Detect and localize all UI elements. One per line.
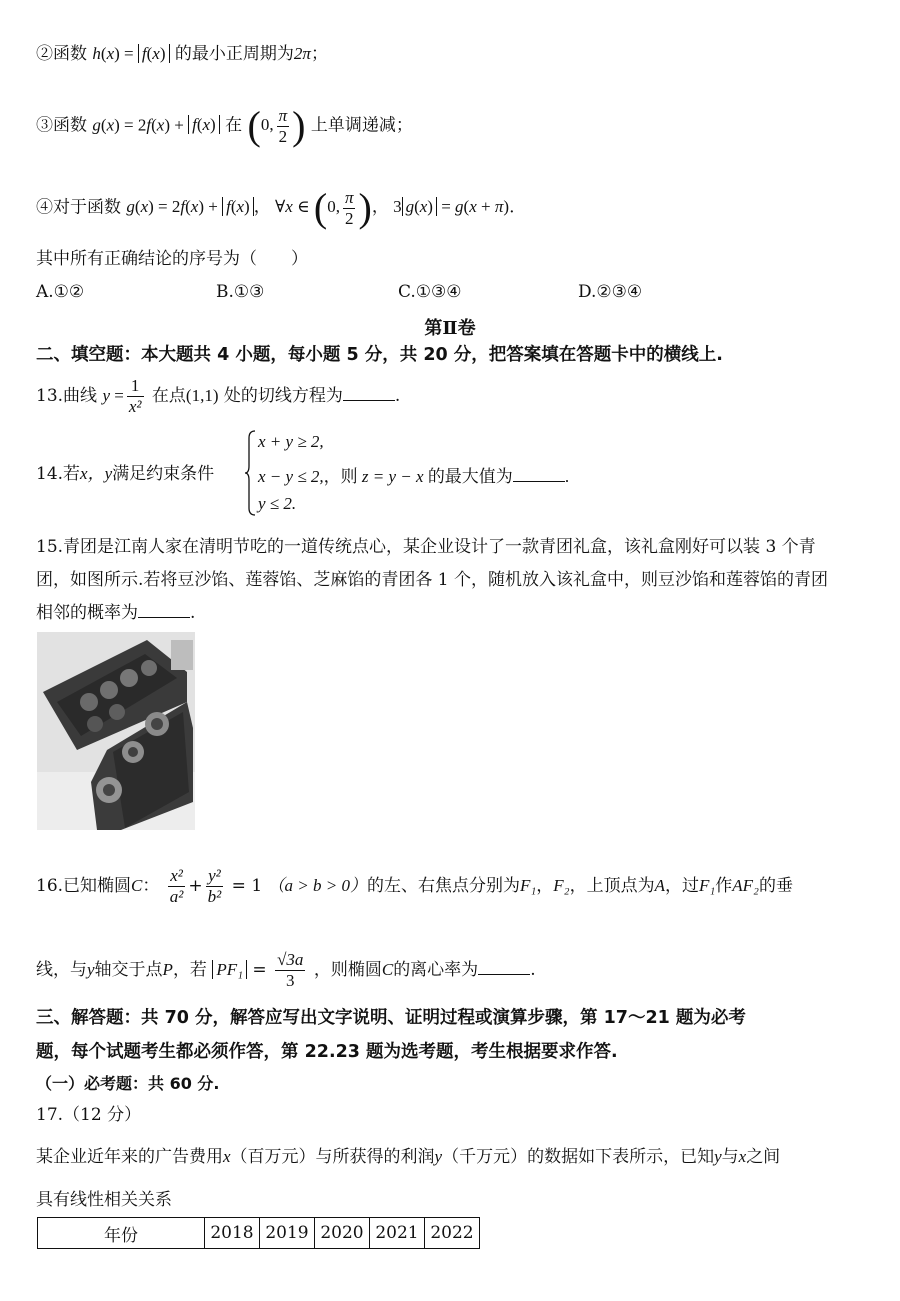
question-17-head: 17.（12 分）	[36, 1105, 142, 1125]
statement-3: ③函数 g(x) = 2f(x) + f(x) 在 (0, $\frac{\pi}{2}$ ) 上单调递减；	[36, 103, 413, 149]
table-cell: 2018	[205, 1218, 260, 1249]
section-3-line1: 三、解答题：共 70 分，解答应写出文字说明、证明过程或演算步骤，第 17～21 题为必考	[36, 1008, 746, 1028]
table-cell: 2022	[425, 1218, 480, 1249]
answer-blank[interactable]	[138, 601, 190, 618]
statement-4: ④对于函数 g(x) = 2f(x) + f(x) ， ∀x ∈ (0, $\frac{\pi}{2}$ )， 3 g(x) = g(x + π).	[36, 185, 515, 231]
section-3-sub: （一）必考题：共 60 分.	[36, 1074, 220, 1093]
statement-2: ②函数 h(x) = f(x) 的最小正周期为2π；	[36, 44, 328, 64]
section-3-line2: 题，每个试题考生都必须作答，第 22.23 题为选考题，考生根据要求作答.	[36, 1042, 618, 1062]
q12-question: 其中所有正确结论的序号为（ ）	[36, 249, 308, 269]
ad-profit-table	[37, 1217, 480, 1249]
constraint-3: y ≤ 2.	[258, 494, 297, 513]
table-cell: 2020	[315, 1218, 370, 1249]
constraint-1: x + y ≥ 2,	[258, 432, 324, 451]
option-d[interactable]: D.②③④	[578, 282, 643, 302]
table-cell: 年份	[38, 1218, 205, 1249]
question-17-line2: 具有线性相关关系	[36, 1190, 172, 1210]
part-2-title: 第Ⅱ卷	[424, 318, 476, 339]
h-of-x: h(x) = f(x)	[92, 44, 169, 63]
question-15-line2: 团，如图所示.若将豆沙馅、莲蓉馅、芝麻馅的青团各 1 个，随机放入该礼盒中，则豆沙馅和莲蓉馅的青团	[36, 570, 829, 590]
question-15-line1: 15.青团是江南人家在清明节吃的一道传统点心，某企业设计了一款青团礼盒，该礼盒刚好可以装 3 个青	[36, 537, 816, 557]
question-14: 14.若x，y满足约束条件	[36, 464, 215, 484]
table-cell: 2021	[370, 1218, 425, 1249]
table-cell: 2019	[260, 1218, 315, 1249]
answer-blank[interactable]	[513, 465, 565, 482]
question-17-line1: 某企业近年来的广告费用x（百万元）与所获得的利润y（千万元）的数据如下表所示，已知y与x之间	[36, 1147, 781, 1167]
question-16-line1: 16.已知椭圆C： $\frac{\text{x²}}{\text{a²}}$ + $\frac{\text{y²}}{\text{b²}}$ = 1 （a > b > 0）的左、右焦点分别为F₁，F₂，上顶点为A，过F₁作AF₂的垂	[36, 866, 793, 906]
constraint-2-line: x − y ≤ 2,，则 z = y − x 的最大值为 .	[258, 467, 570, 486]
option-c[interactable]: C.①③④	[398, 282, 462, 302]
question-15-line3: 相邻的概率为 .	[36, 603, 196, 623]
answer-blank[interactable]	[478, 958, 530, 975]
qingtuan-gift-box-photo	[37, 632, 195, 830]
answer-blank[interactable]	[343, 384, 395, 401]
left-brace-icon	[244, 430, 256, 516]
question-13: 13.曲线 y = $\frac{1}{\text{x²}}$ 在点(1,1) 处的切线方程为 .	[36, 376, 401, 416]
section-2-header: 二、填空题：本大题共 4 小题，每小题 5 分，共 20 分，把答案填在答题卡中的横线上.	[36, 345, 723, 365]
question-16-line2: 线，与y轴交于点P，若 PF₁ = $\frac{√3a}{3}$ ，则椭圆C的离心率为 .	[36, 950, 536, 990]
option-b[interactable]: B.①③	[216, 282, 265, 302]
option-a[interactable]: A.①②	[36, 282, 85, 302]
table-header-row	[38, 1218, 480, 1249]
